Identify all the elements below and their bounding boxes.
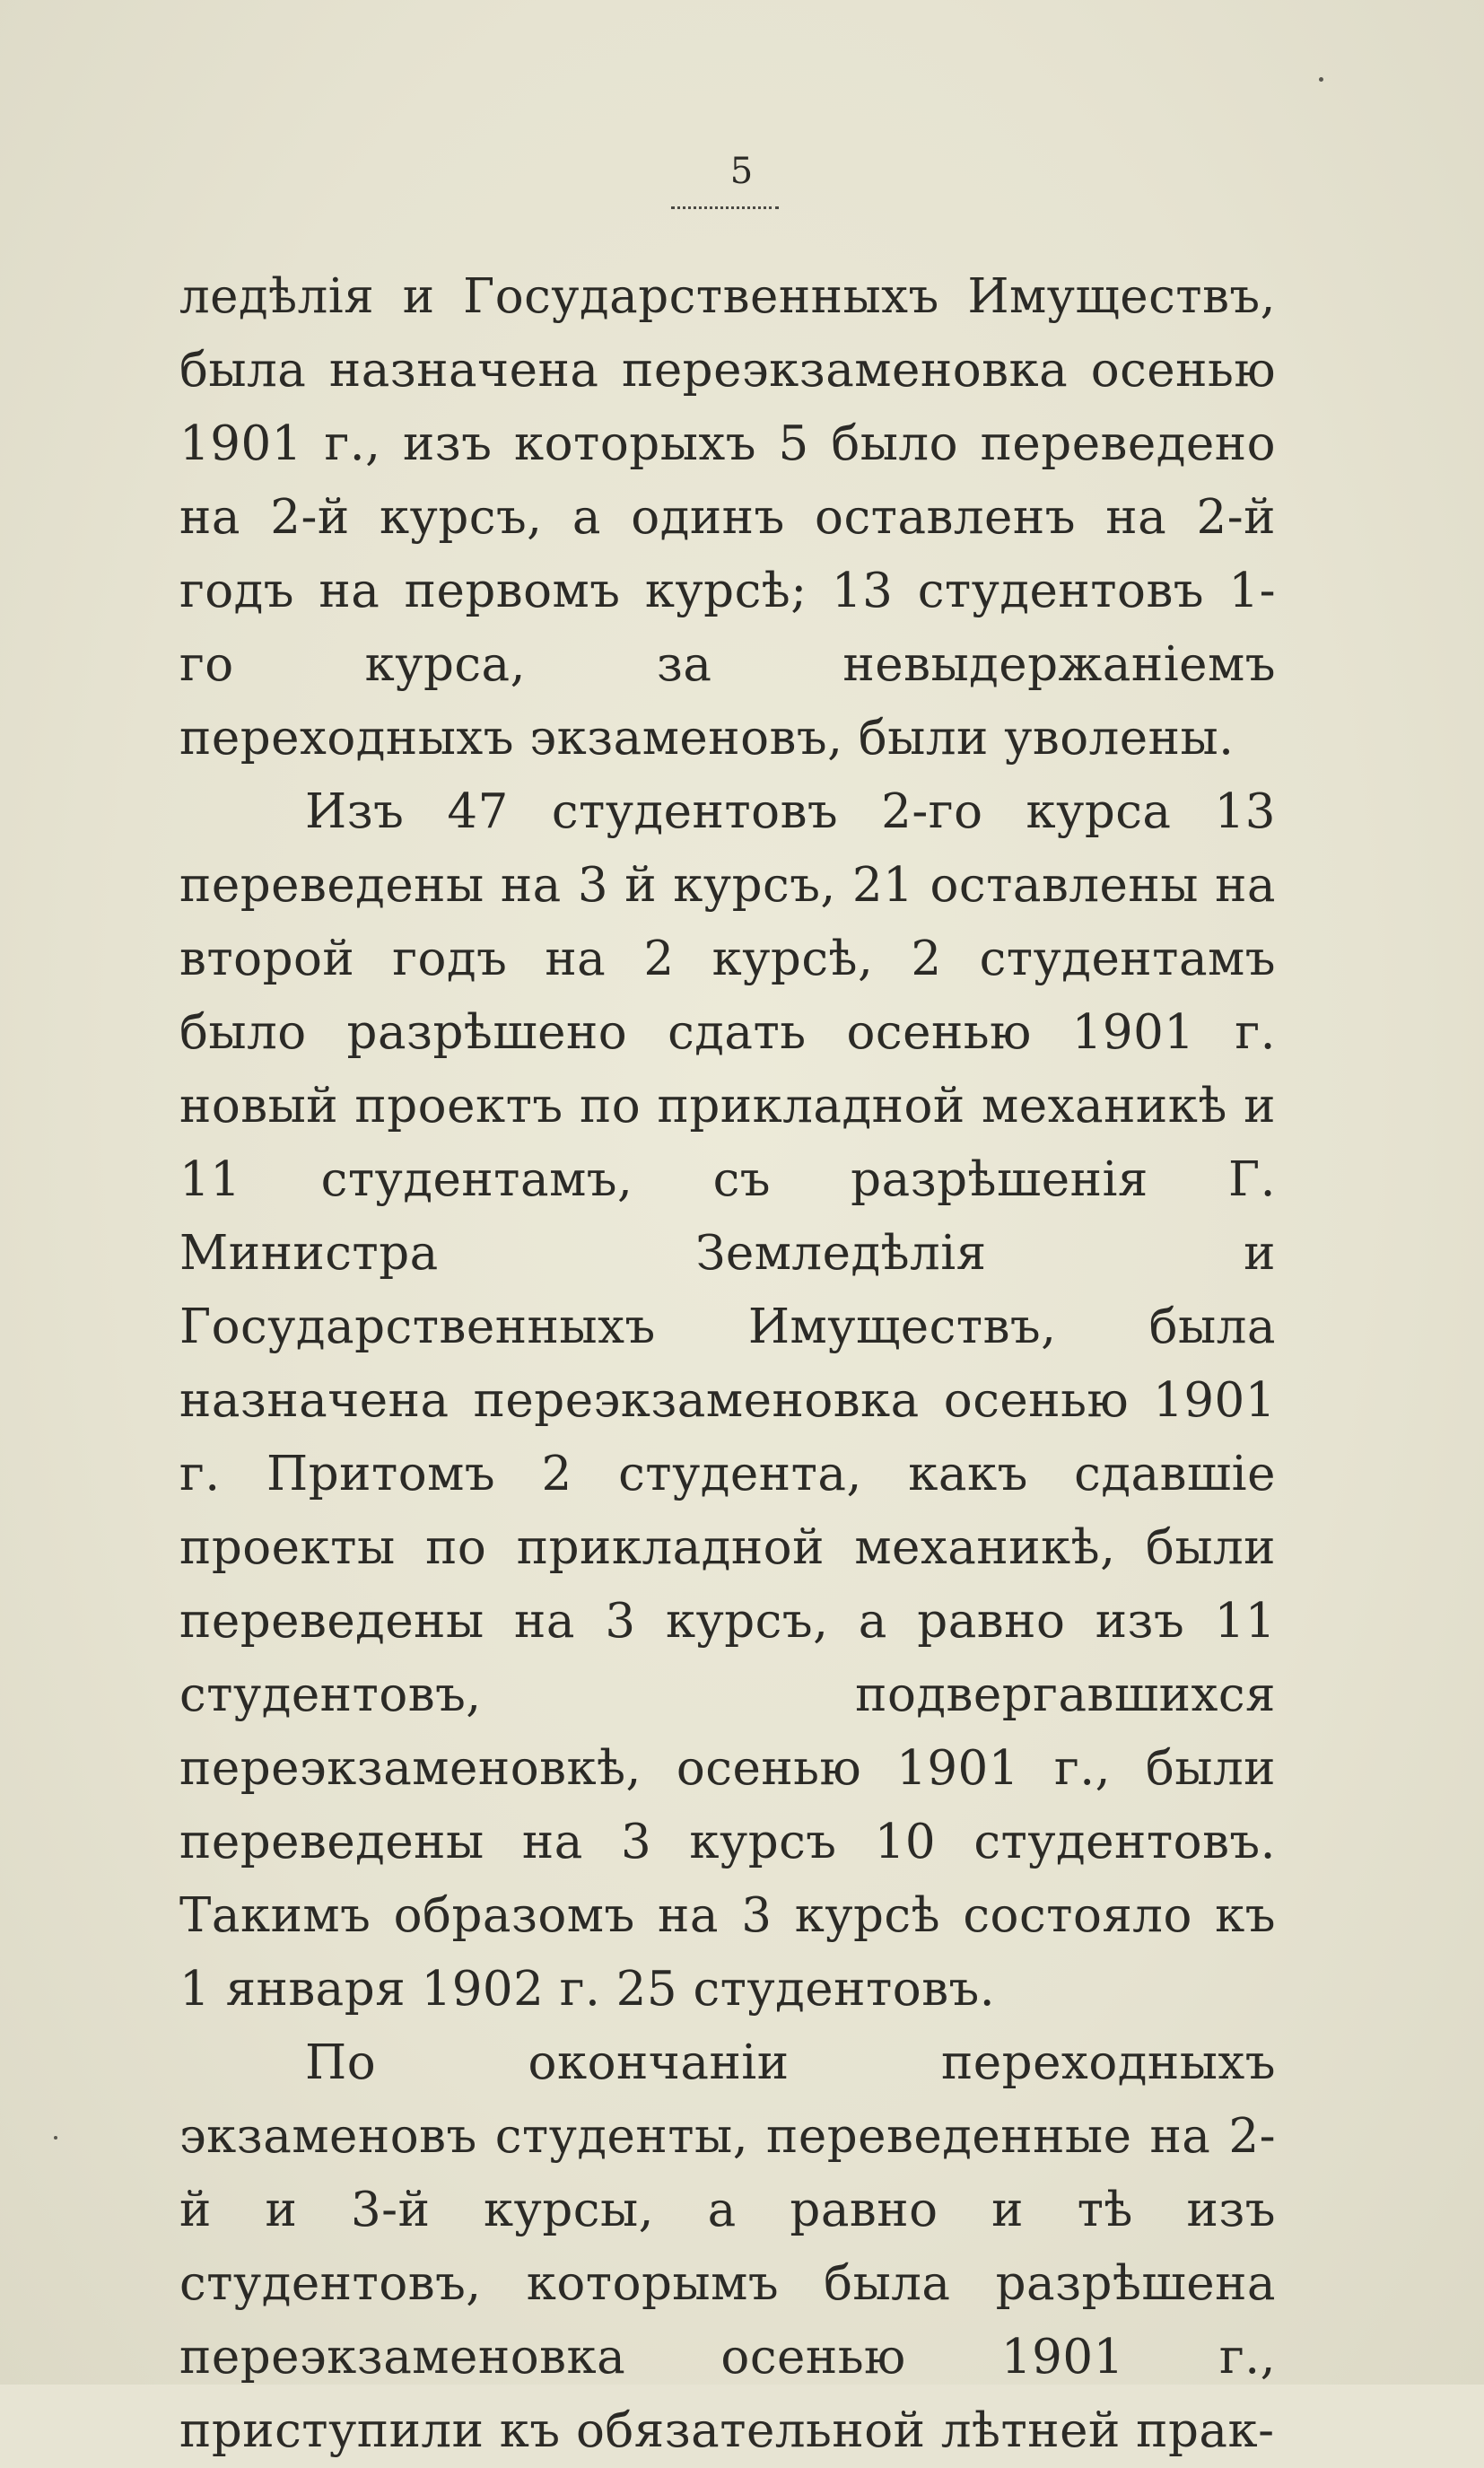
page-number: 5 [729, 151, 755, 192]
body-text [179, 260, 1276, 2468]
paragraph-2: Изъ 47 студентовъ 2-го курса 13 переведены на 3 й курсъ, 21 оставлены на второй годъ на 2 курсѣ, 2 студентамъ было разрѣшено сдать осенью 1901 г. новый проектъ по прикладной механикѣ и 11 студентамъ, съ разрѣшенія Г. Министра Земледѣлія и Государственныхъ Имуществъ, была назначена переэкзаменовка осенью 1901 г. Притомъ 2 студента, какъ сдавшіе проекты по прикладной механикѣ, были переведены на 3 курсъ, а равно изъ 11 студентовъ, подвергавшихся переэкзаменовкѣ, осенью 1901 г., были переведены на 3 курсъ 10 студентовъ. Такимъ образомъ на 3 курсѣ состояло къ 1 января 1902 г. 25 студентовъ. [179, 784, 1276, 2017]
paper-speck [54, 2136, 57, 2140]
page-number-rule [671, 206, 779, 209]
paragraph-1: ледѣлія и Государственныхъ Имуществъ, была назначена переэкзаменовка осенью 1901 г., изъ которыхъ 5 было переведено на 2-й курсъ, а одинъ оставленъ на 2-й годъ на первомъ курсѣ; 13 студентовъ 1-го курса, за невыдержаніемъ переходныхъ экзаменовъ, были уволены. [179, 269, 1276, 766]
paragraph-3: По окончаніи переходныхъ экзаменовъ студенты, переведенные на 2-й и 3-й курсы, а равно и тѣ изъ студентовъ, которымъ была разрѣшена переэкзаменовка осенью 1901 г., приступили къ обязательной лѣтней прак- [179, 2035, 1276, 2458]
paper-speck [1319, 77, 1323, 82]
